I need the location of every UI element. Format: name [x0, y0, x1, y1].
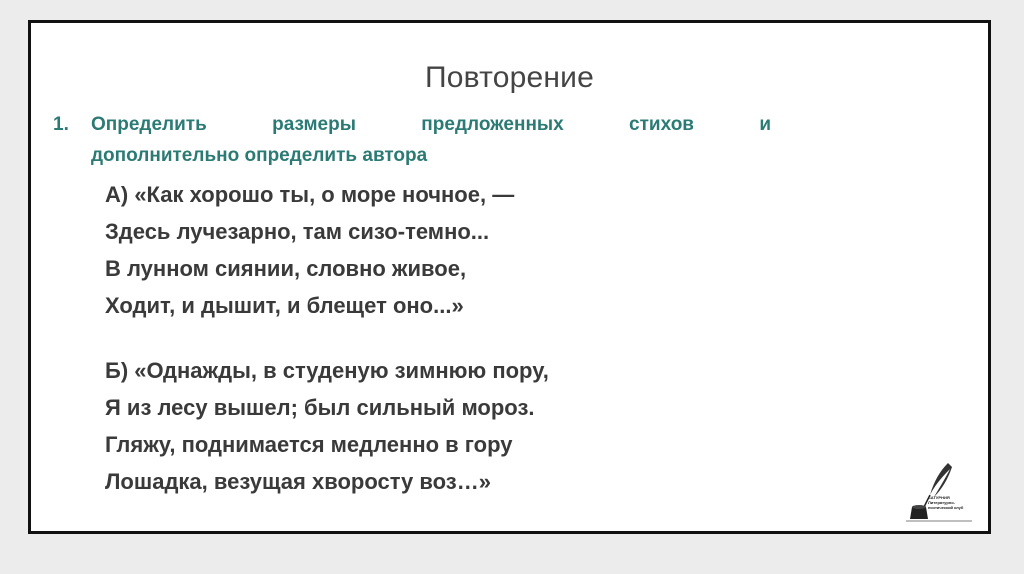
- poem-line: Ходит, и дышит, и блещет оно...»: [105, 293, 464, 318]
- poem-line: В лунном сиянии, словно живое,: [105, 256, 467, 281]
- task-line-1: [91, 109, 771, 140]
- task-word: размеры: [272, 114, 356, 135]
- task-line-2: дополнительно определить автора: [91, 145, 428, 166]
- task-number: 1.: [53, 114, 69, 135]
- poem-line: Здесь лучезарно, там сизо-темно...: [105, 219, 490, 244]
- poem-line: Лошадка, везущая хворосту воз…»: [105, 469, 491, 494]
- poem-line: Я из лесу вышел; был сильный мороз.: [105, 395, 535, 420]
- slide: [28, 20, 991, 534]
- poem-a: [105, 176, 514, 324]
- poem-line: Гляжу, поднимается медленно в гору: [105, 432, 513, 457]
- task-word: стихов: [629, 114, 694, 135]
- logo-subtitle-1: Литературно-: [928, 500, 955, 505]
- poem-line: Б) «Однажды, в студеную зимнюю пору,: [105, 358, 549, 383]
- club-logo: [904, 461, 974, 525]
- slide-title: Повторение: [425, 61, 594, 94]
- poem-line: А) «Как хорошо ты, о море ночное, —: [105, 182, 515, 207]
- quill-inkwell-icon: [904, 461, 974, 525]
- logo-name: САТУРНИЯ: [928, 495, 950, 500]
- logo-subtitle-2: поэтический клуб: [928, 505, 964, 510]
- poem-b: [105, 352, 549, 500]
- task-word: и: [759, 114, 771, 135]
- task-word: Определить: [91, 114, 207, 135]
- logo-text: [928, 495, 963, 510]
- task-word: предложенных: [421, 114, 564, 135]
